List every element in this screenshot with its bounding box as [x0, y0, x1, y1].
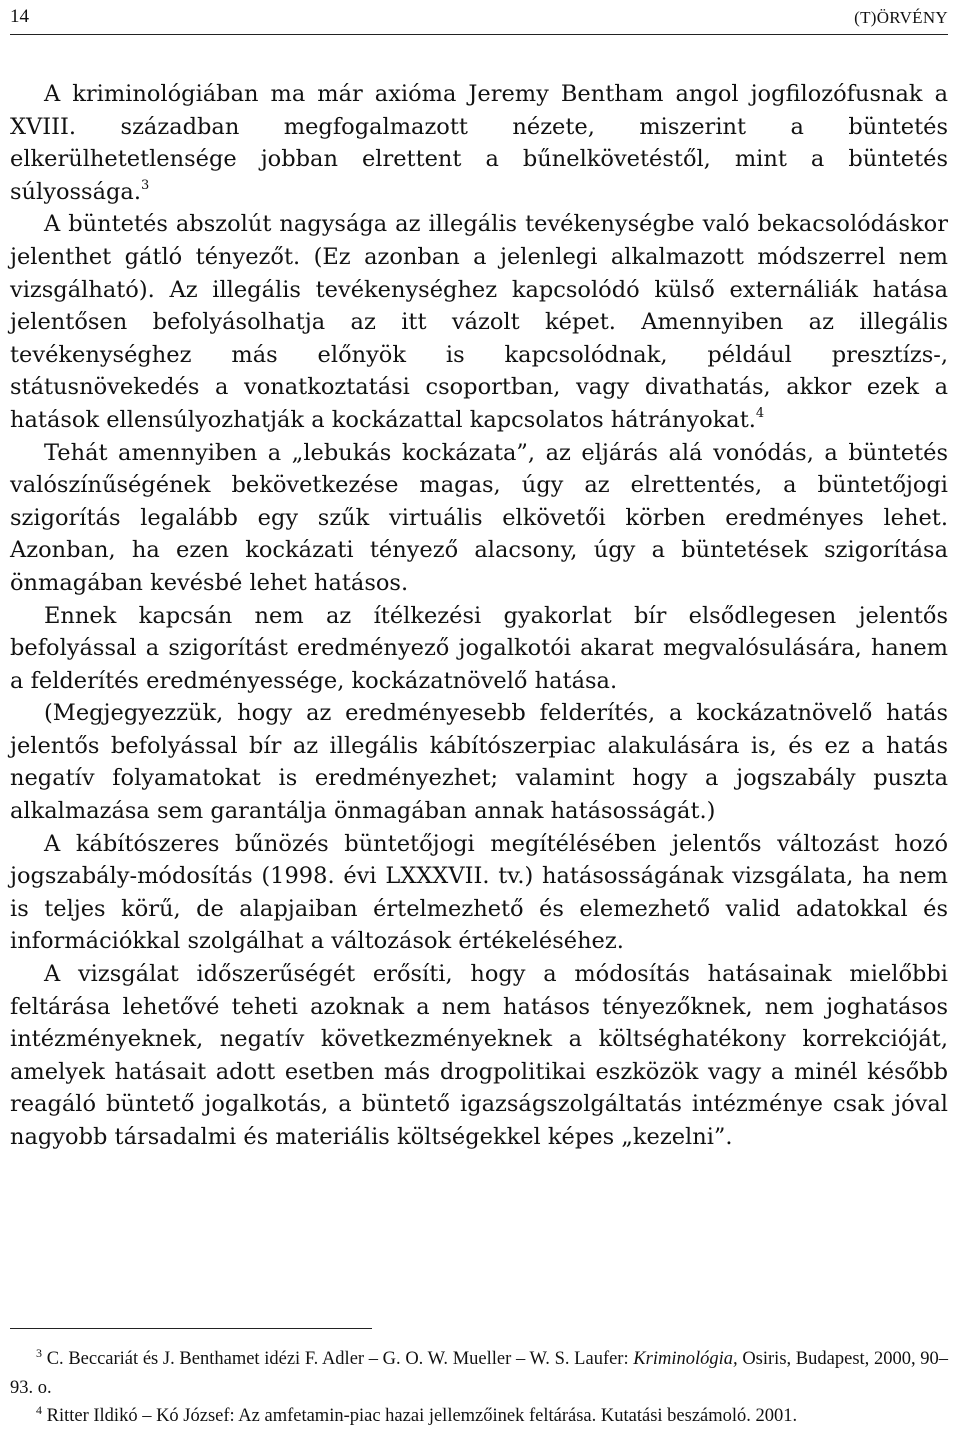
paragraph-text: Tehát amennyiben a „lebukás kockázata”, az eljárás alá vonódás, a büntetés valószínűségének bekövetkezése magas, úgy az elrettentés, a büntetőjogi szigorítás legalább egy szűk virtuális elkövetői körben eredményes lehet. Azonban, ha ezen kockázati tényező alacsony, úgy a büntetések szigorítása önmagában kevésbé lehet hatásos.: [10, 439, 948, 596]
page-number: 14: [10, 6, 29, 27]
paragraph-text: A vizsgálat időszerűségét erősíti, hogy a módosítás hatásainak mielőbbi feltárása lehetővé teheti azoknak a nem hatásos tényezőknek, nem joghatásos intézményeknek, negatív következményeknek a költséghatékony korrekcióját, amelyek hatásait adott esetben más drogpolitikai eszközök vagy a minél később reagáló büntető jogalkotás, a büntető igazságszolgáltatás intézménye csak jóval nagyobb társadalmi és materiális költségekkel képes „kezelni”.: [10, 961, 948, 1150]
paragraph: [10, 697, 948, 827]
footnote-mark: 4: [36, 1403, 42, 1418]
footnote-ref[interactable]: 4: [755, 405, 765, 421]
paragraph-text: Ennek kapcsán nem az ítélkezési gyakorlat bír elsődlegesen jelentős befolyással a szigorítást eredményező jogalkotói akarat megvalósulására, hanem a felderítés eredményessége, kockázatnövelő hatása.: [10, 602, 948, 694]
running-title: (T)ÖRVÉNY: [854, 8, 948, 27]
paragraph: [10, 958, 948, 1154]
paragraph-text: (Megjegyezzük, hogy az eredményesebb felderítés, a kockázatnövelő hatás jelentős befolyással bír az illegális kábítószerpiac alakulására is, és ez a hatás negatív folyamatokat is eredményezhet; valamint hogy a jogszabály puszta alkalmazása sem garantálja önmagában annak hatásosságát.): [10, 700, 948, 825]
paragraph: [10, 600, 948, 698]
paragraph: [10, 208, 948, 436]
footnotes: [10, 1345, 948, 1431]
footnote-divider: [10, 1328, 372, 1329]
paragraph: [10, 78, 948, 208]
footnote-italic: Kriminológia,: [633, 1349, 738, 1369]
footnote-mark: 3: [36, 1346, 42, 1360]
paragraph-text: A kriminológiában ma már axióma Jeremy Bentham angol jogfilozófusnak a XVIII. században megfogalmazott nézete, miszerint a büntetés elkerülhetetlensége jobban elrettent a bűnelkövetéstől, mint a büntetés súlyossága.: [10, 81, 948, 205]
paragraph-text: A büntetés abszolút nagysága az illegális tevékenységbe való bekacsolódáskor jelenthet gátló tényezőt. (Ez azonban a jelenlegi alkalmazott módszerrel nem vizsgálható). Az illegális tevékenységhez kapcsolódó külső externáliák hatása jelentősen befolyásolhatja az itt vázolt képet. Amennyiben az illegális tevékenységhez más előnyök is kapcsolódnak, például presztízs-, státusnövekedés a vonatkoztatási csoportban, vagy divathatás, akkor ezek a hatások ellensúlyozhatják a kockázattal kapcsolatos hátrányokat.: [10, 211, 948, 433]
paragraph-text: A kábítószeres bűnözés büntetőjogi megítélésében jelentős változást hozó jogszabály-módosítás (1998. évi LXXXVII. tv.) hatásosságának vizsgálata, ha nem is teljes körű, de alapjaiban értelmezhető és elemezhető valid adatokkal és információkkal szolgálhat a változások értékeléséhez.: [10, 830, 948, 955]
paragraph: [10, 828, 948, 958]
footnote-ref[interactable]: 3: [140, 177, 150, 193]
paragraph: [10, 437, 948, 600]
footnote: [10, 1345, 948, 1402]
footnote: [10, 1402, 948, 1431]
footnote-text: Ritter Ildikó – Kó József: Az amfetamin-piac hazai jellemzőinek feltárása. Kutatási beszámoló. 2001.: [46, 1406, 798, 1427]
footnote-text-rest: Osiris, Budapest, 2000, 90–93. o.: [10, 1349, 949, 1398]
body-text: [10, 78, 948, 1154]
footnote-text: C. Beccariát és J. Benthamet idézi F. Adler – G. O. W. Mueller – W. S. Laufer:: [46, 1349, 634, 1369]
page-header: [10, 4, 948, 35]
